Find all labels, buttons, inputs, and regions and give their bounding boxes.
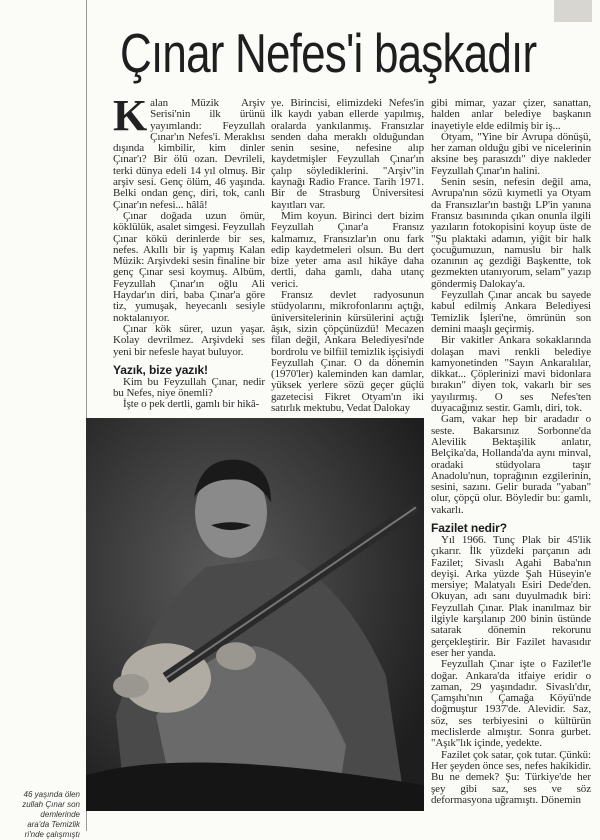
column-2 [271, 98, 424, 414]
paragraph: Senin sesin, nefesin değil ama, Avrupa'nın sözü kıymetli ya Otyam da Fransızlar'ın bastığı LP'in yanına Fransız basınında çıkan onunla ilgili yazıların fotokopisini koyup üste de "Şu plaktaki adamın, yiğit bir halk çocuğumuzun, namuslu bir halk ozanının aç gezdiği Başkentte, tok gezmekten utanıyorum, selam" yazıp göndermiş Dalokay'a. [431, 176, 591, 290]
column-1 [113, 91, 265, 411]
paragraph: Feyzullah Çınar işte o Fazilet'le doğar. Ankara'da itfaiye eridir o zaman, 29 yaşındadır. Sivaslı'dır, Çamşıhı'nın Çamağa Köyü'nde doğmuştur 1937'de. Alevidir. Saz, söz, ses terbiyesini o kültürün meclislerde almıştır. Sonra gurbet. "Aşık"lık içinde, yedekte. [431, 658, 591, 750]
photo-musician-with-saz [86, 418, 424, 811]
scan-artifact [554, 0, 592, 22]
caption-line: ri'nde çalışmıştı [24, 830, 80, 839]
subheading: Yazık, bize yazık! [113, 362, 208, 377]
paragraph: Fransız devlet radyosunun stüdyolarını, mikrofonlarını açtığı, üniversitelerinin kürsülerini açtığı âşık, sizin çöpçünüzdü! Mecazen filan değil, Ankara Belediyesi'nde bordrolu ve bilfiil temizlik işçisiydi Feyzullah Çınar. O da dönemin (1970'ler) kaleminden kan damlar, yüksek yerlere sözü geçer güçlü gazetecisi Fikret Otyam'ın iki satırlık mektubu, Vedat Dalokay [271, 289, 424, 415]
paragraph: Otyam, "Yine bir Avrupa dönüşü, her zaman olduğu gibi ve nicelerinin aksine beş parasızdı" diye nakleder Feyzullah Çınar'ın halini. [431, 130, 591, 177]
photo-caption [0, 790, 80, 840]
lead-paragraph: Kalan Müzik Arşiv Serisi'nin ilk ürünü yayımlandı: Feyzullah Çınar'ın Nefes'i. Meraklısı dışında kimbilir, kim dinler Çınar'ı? Bir ölü ozan. Devrileli, terki dünya edeli 14 yıl olmuş. Bir arşiv sesi. Genç ölüm, 46 yaşında. Belki ondan genç, diri, tok, canlı Çınar'ın nefesi... hâlâ! [113, 91, 265, 211]
paragraph: Kim bu Feyzullah Çınar, nedir bu Nefes, niye önemli? [113, 375, 265, 400]
paragraph: İşte o pek dertli, gamlı bir hikâ- [123, 398, 260, 411]
subheading: Fazilet nedir? [431, 520, 507, 535]
paragraph: Çınar kök sürer, uzun yaşar. Kolay devrilmez. Arşivdeki ses yeni bir nefesle hayat buluyor. [113, 322, 265, 358]
paragraph: gibi mimar, yazar çizer, sanattan, halden anlar belediye başkanın inayetiyle elde edilmiş bir iş... [431, 97, 591, 132]
caption-line: demlerinde [40, 810, 80, 819]
paragraph: Yıl 1966. Tunç Plak bir 45'lik çıkarır. İlk yüzdeki parçanın adı Fazilet; Sivaslı Agahi Baba'nın deyişi. Arka yüzde Şah Hüseyin'e mersiye; Malatyalı Esiri Dede'den. Okuyan, adı sanı duyulmadık biri: Feyzullah Çınar. Plak inanılmaz bir ilgiyle karşılanıp 200 binin üstünde satarak dönemin rekorunu gerçekleştirir. Bir Fazilet havasıdır eser her yanda. [431, 533, 591, 659]
photo-illustration [86, 418, 424, 811]
caption-line: 46 yaşında ölen [23, 790, 80, 799]
article-title: Çınar Nefes'i başkadır [120, 22, 537, 84]
paragraph: Çınar doğada uzun ömür, köklülük, asalet simgesi. Feyzullah Çınar kökü derinlerde bir ses, nefes. Akıllı bir iş yapmış Kalan Müzik: Arşivdeki sesin finaline bir genç Çınar sesi koymuş. Albüm, Feyzullah Çınar'ın oğlu Ali Haydar'ın diri, baba Çınar'a göre tiz, yumuşak, heyecanlı sesiyle noktalanıyor. [113, 209, 265, 324]
paragraph: Gam, vakar hep bir aradadır o seste. Bakarsınız Sorbonne'da Alevilik Bektaşilik anlatır, Belçika'da, Hollanda'da aynı minval, oradaki stüdyolara taşır Anadolu'nun, toprağının ezgilerinin, sesini, sazını. Gelir burada "yaban" olur, çöpçü olur. Böyledir bu: gamlı, vakarlı. [431, 413, 591, 516]
paragraph: Feyzullah Çınar ancak bu sayede kabul edilmiş Ankara Belediyesi Temizlik İşleri'ne, ömrünün son demini maaşlı geçirmiş. [431, 289, 591, 335]
paragraph: Fazilet çok satar, çok tutar. Çünkü: Her şeyden önce ses, nefes hakikidir. Bu ne demek? Şu: Türkiye'de her şey gibi saz, ses ve söz deformasyona uğramıştı. Dönemin [431, 748, 591, 806]
paragraph: ye. Birincisi, elimizdeki Nefes'in ilk kaydı yaban ellerde yapılmış, oralarda yankılanmış. Fransızlar senden daha meraklı olduğundan senin sesine, nefesine alıp kaydetmişler Feyzullah Çınar'ın çalıp söylediklerini. "Arşiv"in kaynağı Radio France. Tarih 1971. Bir de Strasburg Üniversitesi kayıtları var. [271, 97, 424, 211]
paragraph: Bir vakitler Ankara sokaklarında dolaşan mavi renkli belediye kamyonetinden "Sayın Ankaralılar, dikkat... Çöplerinizi mavi bidonlara bırakın" diyen tok, vakarlı bir ses yayılırmış. O ses Nefes'ten duyacağınız sestir. Gamlı, diri, tok. [431, 334, 591, 415]
caption-line: zullah Çınar son [22, 800, 80, 809]
paragraph: Mim koyun. Birinci dert bizim Feyzullah Çınar'a Fransız kalmamız, Fransızlar'ın onu fark edip kaydetmeleri olsun. Bu dert bize yeter ama asıl hikâye daha dertli, daha gamlı, daha utanç verici. [271, 209, 424, 290]
drop-cap: K [113, 91, 148, 140]
column-3 [431, 98, 591, 806]
caption-line: ara'da Temizlik [27, 820, 80, 829]
